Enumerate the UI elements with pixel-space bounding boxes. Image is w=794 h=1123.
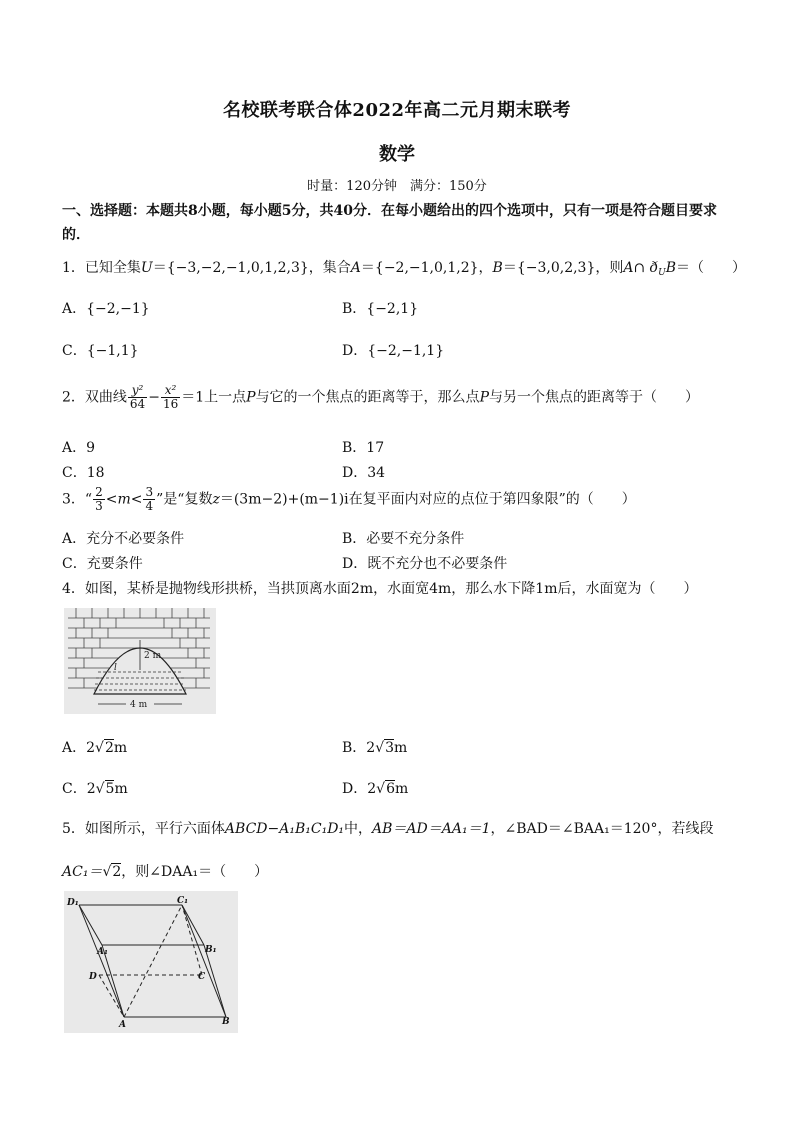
water-line-label: l (114, 663, 117, 673)
q4-option-b[interactable]: B．2√3m (342, 740, 408, 756)
exam-meta: 时量：120分钟 满分：150分 (307, 179, 487, 194)
arch-bridge-figure (64, 608, 216, 714)
label-b: B (222, 1017, 230, 1027)
q2-option-c[interactable]: C．18 (62, 465, 105, 481)
label-d1: D₁ (67, 898, 79, 908)
q3-option-b[interactable]: B．必要不充分条件 (342, 531, 465, 547)
question-4: 4．如图，某桥是抛物线形拱桥，当拱顶离水面2m，水面宽4m，那么水下降1m后，水面宽为（ ） (62, 581, 698, 597)
section-heading: 一、选择题：本题共8小题，每小题5分，共40分．在每小题给出的四个选项中，只有一项是符合题目要求的． (62, 203, 717, 243)
label-b1: B₁ (205, 945, 217, 955)
q2-option-b[interactable]: B．17 (342, 440, 385, 456)
page-title: 名校联考联合体2022年高二元月期末联考 (222, 100, 572, 121)
height-label: 2 m (144, 651, 162, 661)
label-a: A (119, 1020, 126, 1030)
question-5-continued: AC₁＝√2，则∠DAA₁＝（ ） (62, 864, 269, 880)
q4-option-c[interactable]: C．2√5m (62, 781, 128, 797)
q3-option-d[interactable]: D．既不充分也不必要条件 (342, 556, 508, 572)
fraction-y2-64: $\frac{\text{y²}}{64}$ (129, 383, 146, 411)
q1-option-b[interactable]: B．{−2,1} (342, 301, 419, 317)
fraction-3-4: $\frac{3}{4}$ (145, 485, 154, 513)
q1-option-d[interactable]: D．{−2,−1,1} (342, 343, 445, 359)
question-2: 2．双曲线 $\frac{\text{y²}}{64}$ − $\frac{\text{x²}}{16}$ ＝1上一点P与它的一个焦点的距离等于，那么点P与另一个焦点的距离等于（ ） (62, 383, 699, 411)
fraction-x2-16: $\frac{\text{x²}}{16}$ (162, 383, 179, 411)
label-a1: A₁ (97, 947, 108, 957)
q2-option-d[interactable]: D．34 (342, 465, 386, 481)
question-5: 5．如图所示，平行六面体ABCD−A₁B₁C₁D₁中，AB＝AD＝AA₁＝1，∠BAD＝∠BAA₁＝120°，若线段 (62, 821, 714, 837)
question-1: 1．已知全集U＝{−3,−2,−1,0,1,2,3}，集合A＝{−2,−1,0,1,2}，B＝{−3,0,2,3}，则A∩ $ð_UB=$（ ） (62, 260, 746, 278)
q1-option-c[interactable]: C．{−1,1} (62, 343, 139, 359)
label-c1: C₁ (177, 896, 189, 906)
q4-option-a[interactable]: A．2√2m (62, 740, 128, 756)
fraction-2-3: $\frac{2}{3}$ (95, 485, 103, 513)
q2-option-a[interactable]: A．9 (62, 440, 96, 456)
parallelepiped-figure (64, 891, 238, 1033)
width-label: 4 m (130, 700, 148, 710)
q3-option-a[interactable]: A．充分不必要条件 (62, 531, 185, 547)
label-d: D (89, 972, 97, 982)
q3-option-c[interactable]: C．充要条件 (62, 556, 143, 572)
q1-option-a[interactable]: A．{−2,−1} (62, 301, 150, 317)
question-3: 3．“ $\frac{2}{3}$ <m< $\frac{3}{4}$ ”是“复数z＝(3m−2)+(m−1)i在复平面内对应的点位于第四象限”的（ ） (62, 485, 636, 513)
figure-background (64, 891, 238, 1033)
subject-heading: 数学 (379, 144, 415, 165)
q4-option-d[interactable]: D．2√6m (342, 781, 409, 797)
label-c: C (198, 972, 206, 982)
